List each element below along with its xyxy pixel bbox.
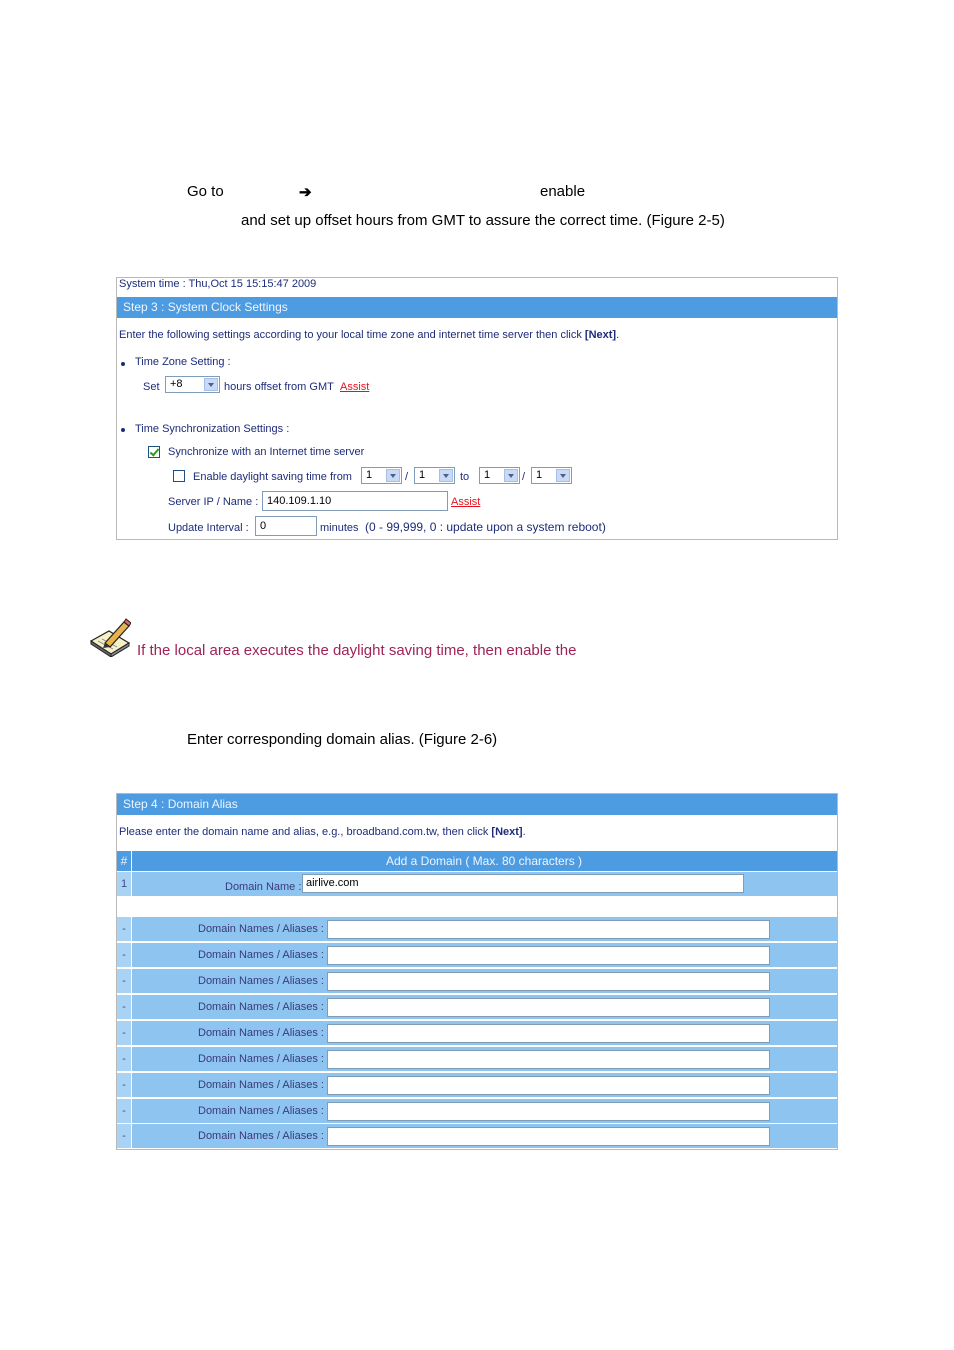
- alias-label: Domain Names / Aliases :: [198, 1130, 324, 1142]
- intro-enable: enable: [540, 183, 586, 200]
- interval-label: Update Interval :: [168, 522, 249, 534]
- alias-label: Domain Names / Aliases :: [198, 1053, 324, 1065]
- set-label: Set: [143, 381, 160, 393]
- date-separator: /: [522, 471, 526, 483]
- offset-suffix: hours offset from GMT: [224, 381, 334, 393]
- dst-from-month-select[interactable]: 1: [361, 467, 402, 484]
- alias-input[interactable]: [327, 972, 770, 991]
- server-ip-input[interactable]: 140.109.1.10: [262, 491, 448, 511]
- alias-row: [117, 943, 837, 967]
- arrow-icon: ➔: [299, 184, 312, 201]
- intro-go-to: Go to: [187, 183, 224, 200]
- chevron-down-icon: [439, 469, 453, 482]
- bullet-icon: [121, 362, 125, 366]
- row-number: -: [117, 1047, 132, 1071]
- daylight-note: If the local area executes the daylight saving time, then enable the: [137, 642, 577, 659]
- domain-alias-panel: [116, 793, 838, 1150]
- domain-name-input[interactable]: airlive.com: [302, 874, 744, 893]
- chevron-down-icon: [556, 469, 570, 482]
- alias-label: Domain Names / Aliases :: [198, 1001, 324, 1013]
- chevron-down-icon: [204, 378, 218, 391]
- chevron-down-icon: [504, 469, 518, 482]
- timezone-assist-link[interactable]: Assist: [340, 381, 370, 393]
- alias-input[interactable]: [327, 946, 770, 965]
- domain-table-header: [117, 851, 837, 871]
- step3-title-bar: [117, 297, 837, 318]
- domain-name-row: [117, 872, 837, 896]
- alias-row: [117, 917, 837, 941]
- alias-row: [117, 1047, 837, 1071]
- alias-label: Domain Names / Aliases :: [198, 975, 324, 987]
- pencil-note-icon: [89, 617, 131, 657]
- next-keyword: [Next]: [584, 329, 617, 341]
- alias-label: Domain Names / Aliases :: [198, 949, 324, 961]
- sync-checkbox[interactable]: [148, 446, 160, 458]
- step4-title: Step 4 : Domain Alias: [123, 797, 238, 811]
- alias-row: [117, 995, 837, 1019]
- col-hash: #: [117, 851, 132, 871]
- sync-heading: Time Synchronization Settings :: [135, 423, 290, 435]
- alias-input[interactable]: [327, 920, 770, 939]
- domain-name-label: Domain Name :: [225, 881, 302, 893]
- alias-row: [117, 1099, 837, 1123]
- dst-to-month-select[interactable]: 1: [479, 467, 520, 484]
- alias-row: [117, 1073, 837, 1097]
- dst-label: Enable daylight saving time from: [193, 471, 352, 483]
- row-number: 1: [117, 872, 132, 896]
- step3-title: Step 3 : System Clock Settings: [123, 300, 288, 314]
- sync-label: Synchronize with an Internet time server: [168, 446, 365, 458]
- alias-row: [117, 1124, 837, 1148]
- alias-row: [117, 1021, 837, 1045]
- alias-input[interactable]: [327, 1050, 770, 1069]
- alias-row: [117, 969, 837, 993]
- alias-input[interactable]: [327, 998, 770, 1017]
- server-assist-link[interactable]: Assist: [451, 496, 481, 508]
- intro-line-2: and set up offset hours from GMT to assure the correct time. (Figure 2-5): [241, 212, 725, 229]
- next-keyword: [Next]: [491, 826, 523, 838]
- dst-to-day-select[interactable]: 1: [531, 467, 572, 484]
- example-domain: broadband.com.tw: [346, 826, 437, 838]
- dst-to-label: to: [460, 471, 470, 483]
- gmt-offset-select[interactable]: +8: [165, 376, 220, 393]
- step4-instructions: Please enter the domain name and alias, e.g., broadband.com.tw, then click [Next].: [119, 826, 526, 838]
- system-clock-panel: [116, 277, 838, 540]
- row-number: -: [117, 995, 132, 1019]
- chevron-down-icon: [386, 469, 400, 482]
- row-number: -: [117, 1099, 132, 1123]
- dst-checkbox[interactable]: [173, 470, 185, 482]
- alias-input[interactable]: [327, 1102, 770, 1121]
- system-time: System time : Thu,Oct 15 15:15:47 2009: [119, 278, 317, 290]
- row-number: -: [117, 1124, 132, 1148]
- bullet-icon: [121, 428, 125, 432]
- date-separator: /: [405, 471, 409, 483]
- dst-from-day-select[interactable]: 1: [414, 467, 455, 484]
- alias-input[interactable]: [327, 1076, 770, 1095]
- interval-input[interactable]: 0: [255, 516, 317, 536]
- alias-label: Domain Names / Aliases :: [198, 923, 324, 935]
- intro-line-3: Enter corresponding domain alias. (Figure 2-6): [187, 731, 498, 748]
- alias-label: Domain Names / Aliases :: [198, 1105, 324, 1117]
- col-title: Add a Domain ( Max. 80 characters ): [385, 854, 583, 868]
- timezone-heading: Time Zone Setting :: [135, 356, 231, 368]
- alias-input[interactable]: [327, 1024, 770, 1043]
- alias-label: Domain Names / Aliases :: [198, 1027, 324, 1039]
- row-number: -: [117, 943, 132, 967]
- step3-instructions: Enter the following settings according to your local time zone and internet time server then click [Next].: [119, 329, 620, 341]
- row-number: -: [117, 917, 132, 941]
- spacer-row: [117, 896, 837, 917]
- interval-note: (0 - 99,999, 0 : update upon a system reboot): [365, 520, 606, 534]
- step4-title-bar: [117, 794, 837, 815]
- alias-input[interactable]: [327, 1127, 770, 1146]
- row-number: -: [117, 1073, 132, 1097]
- row-number: -: [117, 969, 132, 993]
- interval-suffix: minutes: [320, 522, 359, 534]
- row-number: -: [117, 1021, 132, 1045]
- server-label: Server IP / Name :: [168, 496, 259, 508]
- alias-label: Domain Names / Aliases :: [198, 1079, 324, 1091]
